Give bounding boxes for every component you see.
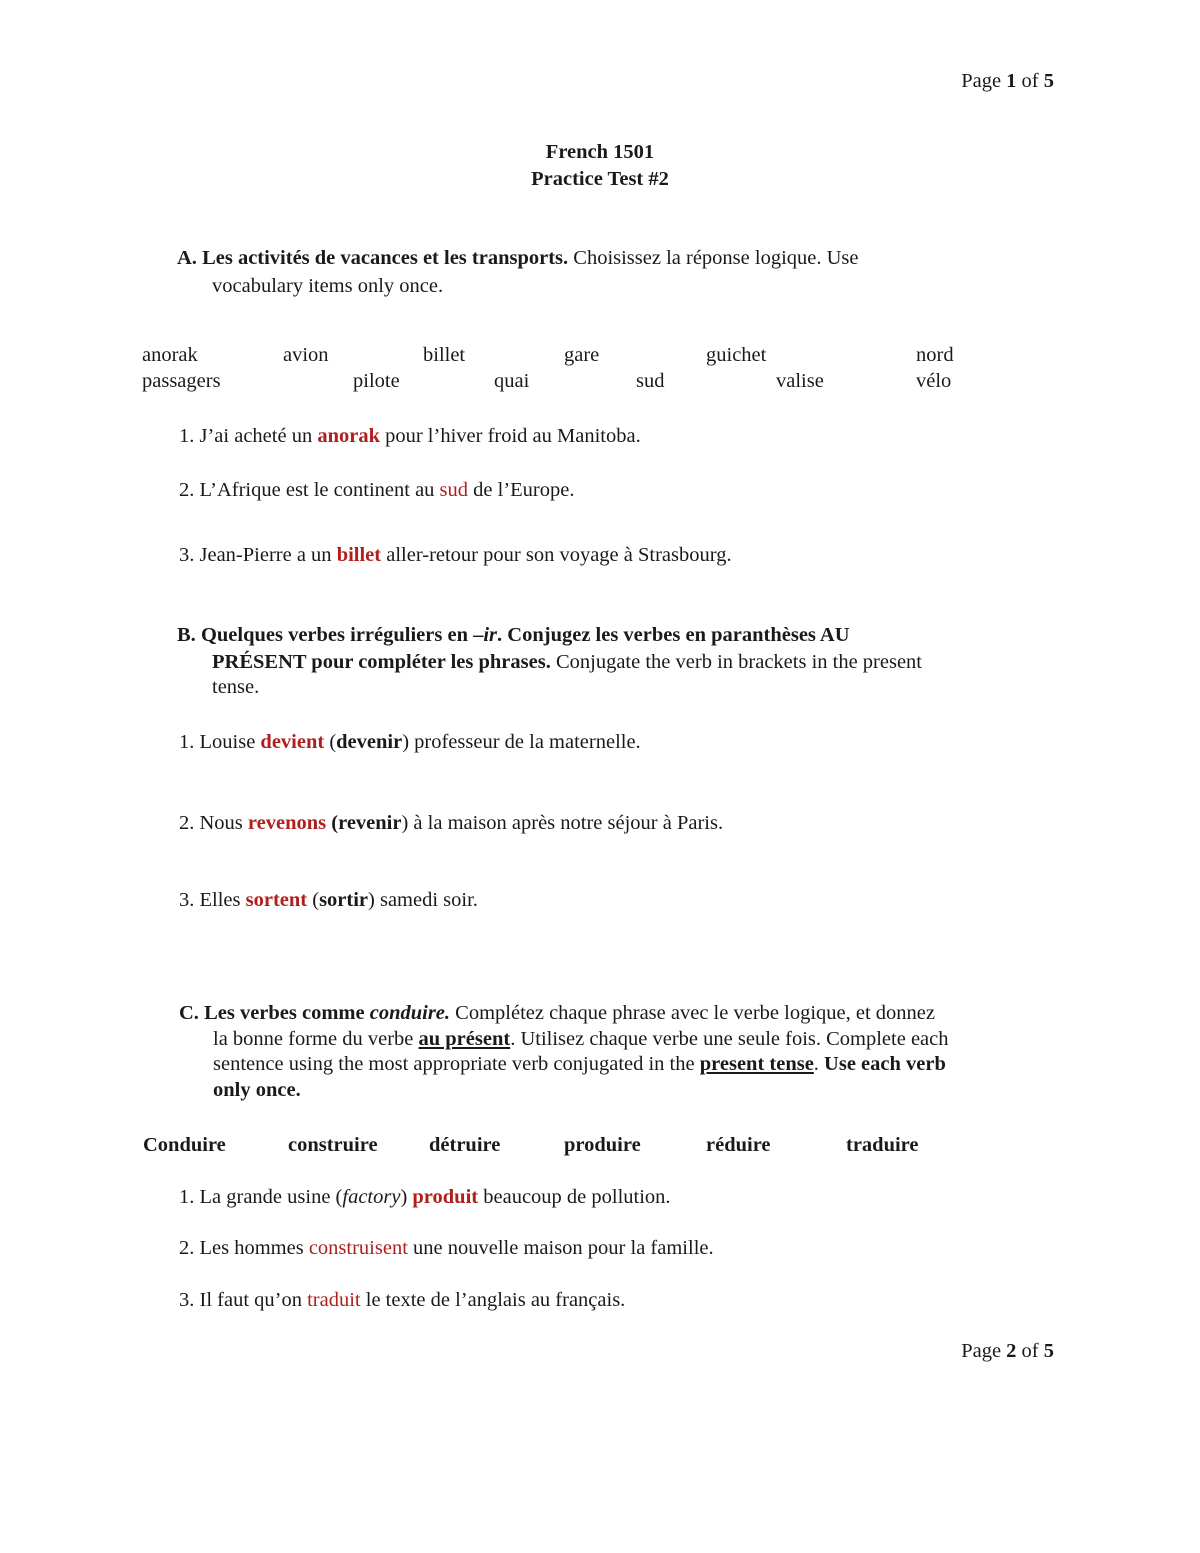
- answer-text: revenons: [247, 812, 327, 834]
- word-bank-item: Conduire: [143, 1134, 226, 1156]
- question-number: 2.: [179, 812, 195, 834]
- document-title: French 1501: [545, 141, 655, 163]
- word-bank-item: sud: [636, 370, 665, 392]
- question-b1: [179, 731, 641, 754]
- word-bank-item: billet: [423, 344, 466, 366]
- question-text: Il faut qu’on: [199, 1289, 302, 1311]
- instructions-emphasis: present tense: [699, 1053, 814, 1075]
- question-text: L’Afrique est le continent au: [199, 479, 435, 501]
- page-total: 5: [1043, 70, 1054, 92]
- answer-text: anorak: [317, 425, 380, 447]
- document-subtitle: Practice Test #2: [531, 168, 669, 190]
- page-of: of: [1021, 1340, 1039, 1362]
- question-text: Elles: [199, 889, 241, 911]
- page-word: Page: [961, 1340, 1002, 1362]
- word-bank-item: pilote: [353, 370, 400, 392]
- section-title-part: Quelques verbes irréguliers en –: [200, 624, 484, 646]
- page-number-top: [961, 70, 1054, 93]
- question-text: Jean-Pierre a un: [199, 544, 332, 566]
- word-bank-item: anorak: [142, 344, 198, 366]
- question-text: de l’Europe.: [473, 479, 575, 501]
- word-bank-item: nord: [916, 344, 954, 366]
- section-b-heading: [177, 624, 850, 647]
- word-bank-item: quai: [494, 370, 530, 392]
- question-text: le texte de l’anglais au français.: [365, 1289, 626, 1311]
- word-bank-item: valise: [776, 370, 824, 392]
- word-bank-item: guichet: [706, 344, 767, 366]
- word-bank-item: produire: [564, 1134, 641, 1156]
- instructions-emphasis: Use each verb: [824, 1053, 946, 1075]
- section-instructions: Choisissez la réponse logique. Use: [573, 247, 859, 269]
- answer-text: sortent: [245, 889, 308, 911]
- section-a-instructions-cont: vocabulary items only once.: [212, 275, 444, 297]
- question-a3: [179, 544, 732, 567]
- answer-text: produit: [412, 1186, 479, 1208]
- question-number: 3.: [179, 1289, 195, 1311]
- instructions-emphasis: au présent: [418, 1028, 511, 1050]
- section-title: Les activités de vacances et les transports.: [202, 247, 569, 269]
- section-title: Les verbes comme: [204, 1002, 365, 1024]
- word-bank-item: réduire: [706, 1134, 771, 1156]
- instructions-text: .: [813, 1053, 819, 1075]
- section-instructions: Conjugate the verb in brackets in the present: [555, 651, 923, 673]
- question-text: à la maison après notre séjour à Paris.: [413, 812, 724, 834]
- word-bank-item: construire: [288, 1134, 378, 1156]
- section-c-heading: [179, 1002, 935, 1025]
- instructions-text: la bonne forme du verbe: [213, 1028, 414, 1050]
- word-bank-item: vélo: [916, 370, 952, 392]
- question-text: une nouvelle maison pour la famille.: [413, 1237, 714, 1259]
- infinitive: devenir: [336, 731, 403, 753]
- question-b3: [179, 889, 478, 912]
- instructions-text: . Utilisez chaque verbe une seule fois. Complete each: [510, 1028, 949, 1050]
- question-number: 2.: [179, 479, 195, 501]
- question-text: aller-retour pour son voyage à Strasbourg.: [386, 544, 732, 566]
- infinitive: sortir: [319, 889, 369, 911]
- question-number: 1.: [179, 425, 195, 447]
- question-text: professeur de la maternelle.: [414, 731, 641, 753]
- section-c-line2: [213, 1028, 949, 1051]
- question-c2: [179, 1237, 714, 1260]
- page-number-bottom: [961, 1340, 1054, 1363]
- page-current: 2: [1006, 1340, 1017, 1362]
- word-bank-item: avion: [283, 344, 329, 366]
- verb-in-brackets: (sortir): [312, 889, 375, 911]
- section-a-heading: [177, 247, 859, 270]
- section-letter: C.: [179, 1002, 199, 1024]
- question-text: Nous: [199, 812, 243, 834]
- section-title-part: . Conjugez les verbes en paranthèses AU: [497, 624, 850, 646]
- question-italic: factory: [342, 1186, 401, 1208]
- page-current: 1: [1006, 70, 1017, 92]
- answer-text: billet: [336, 544, 382, 566]
- question-text: pour l’hiver froid au Manitoba.: [385, 425, 641, 447]
- verb-in-brackets: (devenir): [329, 731, 410, 753]
- question-a1: [179, 425, 641, 448]
- section-c-line3: [213, 1053, 946, 1076]
- question-number: 2.: [179, 1237, 195, 1259]
- word-bank-item: gare: [564, 344, 600, 366]
- question-c3: [179, 1289, 625, 1312]
- question-a2: [179, 479, 574, 502]
- question-number: 1.: [179, 1186, 195, 1208]
- section-letter: B.: [177, 624, 196, 646]
- section-title-verb: conduire.: [369, 1002, 451, 1024]
- section-b-heading-cont: [212, 651, 922, 674]
- question-b2: [179, 812, 723, 835]
- question-text: La grande usine (: [199, 1186, 343, 1208]
- question-text: ): [400, 1186, 408, 1208]
- answer-text: devient: [260, 731, 325, 753]
- question-text: J’ai acheté un: [199, 425, 313, 447]
- answer-text: construisent: [308, 1237, 408, 1259]
- section-title: [201, 624, 850, 646]
- section-letter: A.: [177, 247, 197, 269]
- question-text: samedi soir.: [379, 889, 478, 911]
- question-number: 3.: [179, 544, 195, 566]
- answer-text: sud: [439, 479, 469, 501]
- question-c1: [179, 1186, 671, 1209]
- section-title-ir: ir: [483, 624, 498, 646]
- word-bank-item: passagers: [142, 370, 221, 392]
- instructions-text: sentence using the most appropriate verb conjugated in the: [213, 1053, 695, 1075]
- infinitive: revenir: [338, 812, 402, 834]
- page-word: Page: [961, 70, 1002, 92]
- question-number: 1.: [179, 731, 195, 753]
- section-instructions: Complétez chaque phrase avec le verbe logique, et donnez: [455, 1002, 935, 1024]
- page-of: of: [1021, 70, 1039, 92]
- section-c-line4: only once.: [213, 1079, 301, 1101]
- question-text: Les hommes: [199, 1237, 304, 1259]
- word-bank-item: traduire: [846, 1134, 919, 1156]
- page-total: 5: [1043, 1340, 1054, 1362]
- verb-in-brackets: (revenir): [331, 812, 409, 834]
- question-text: beaucoup de pollution.: [483, 1186, 671, 1208]
- section-b-instructions-cont: tense.: [212, 676, 260, 698]
- word-bank-item: détruire: [429, 1134, 501, 1156]
- question-text: Louise: [199, 731, 256, 753]
- question-number: 3.: [179, 889, 195, 911]
- section-title-cont: PRÉSENT pour compléter les phrases.: [212, 651, 551, 673]
- answer-text: traduit: [307, 1289, 361, 1311]
